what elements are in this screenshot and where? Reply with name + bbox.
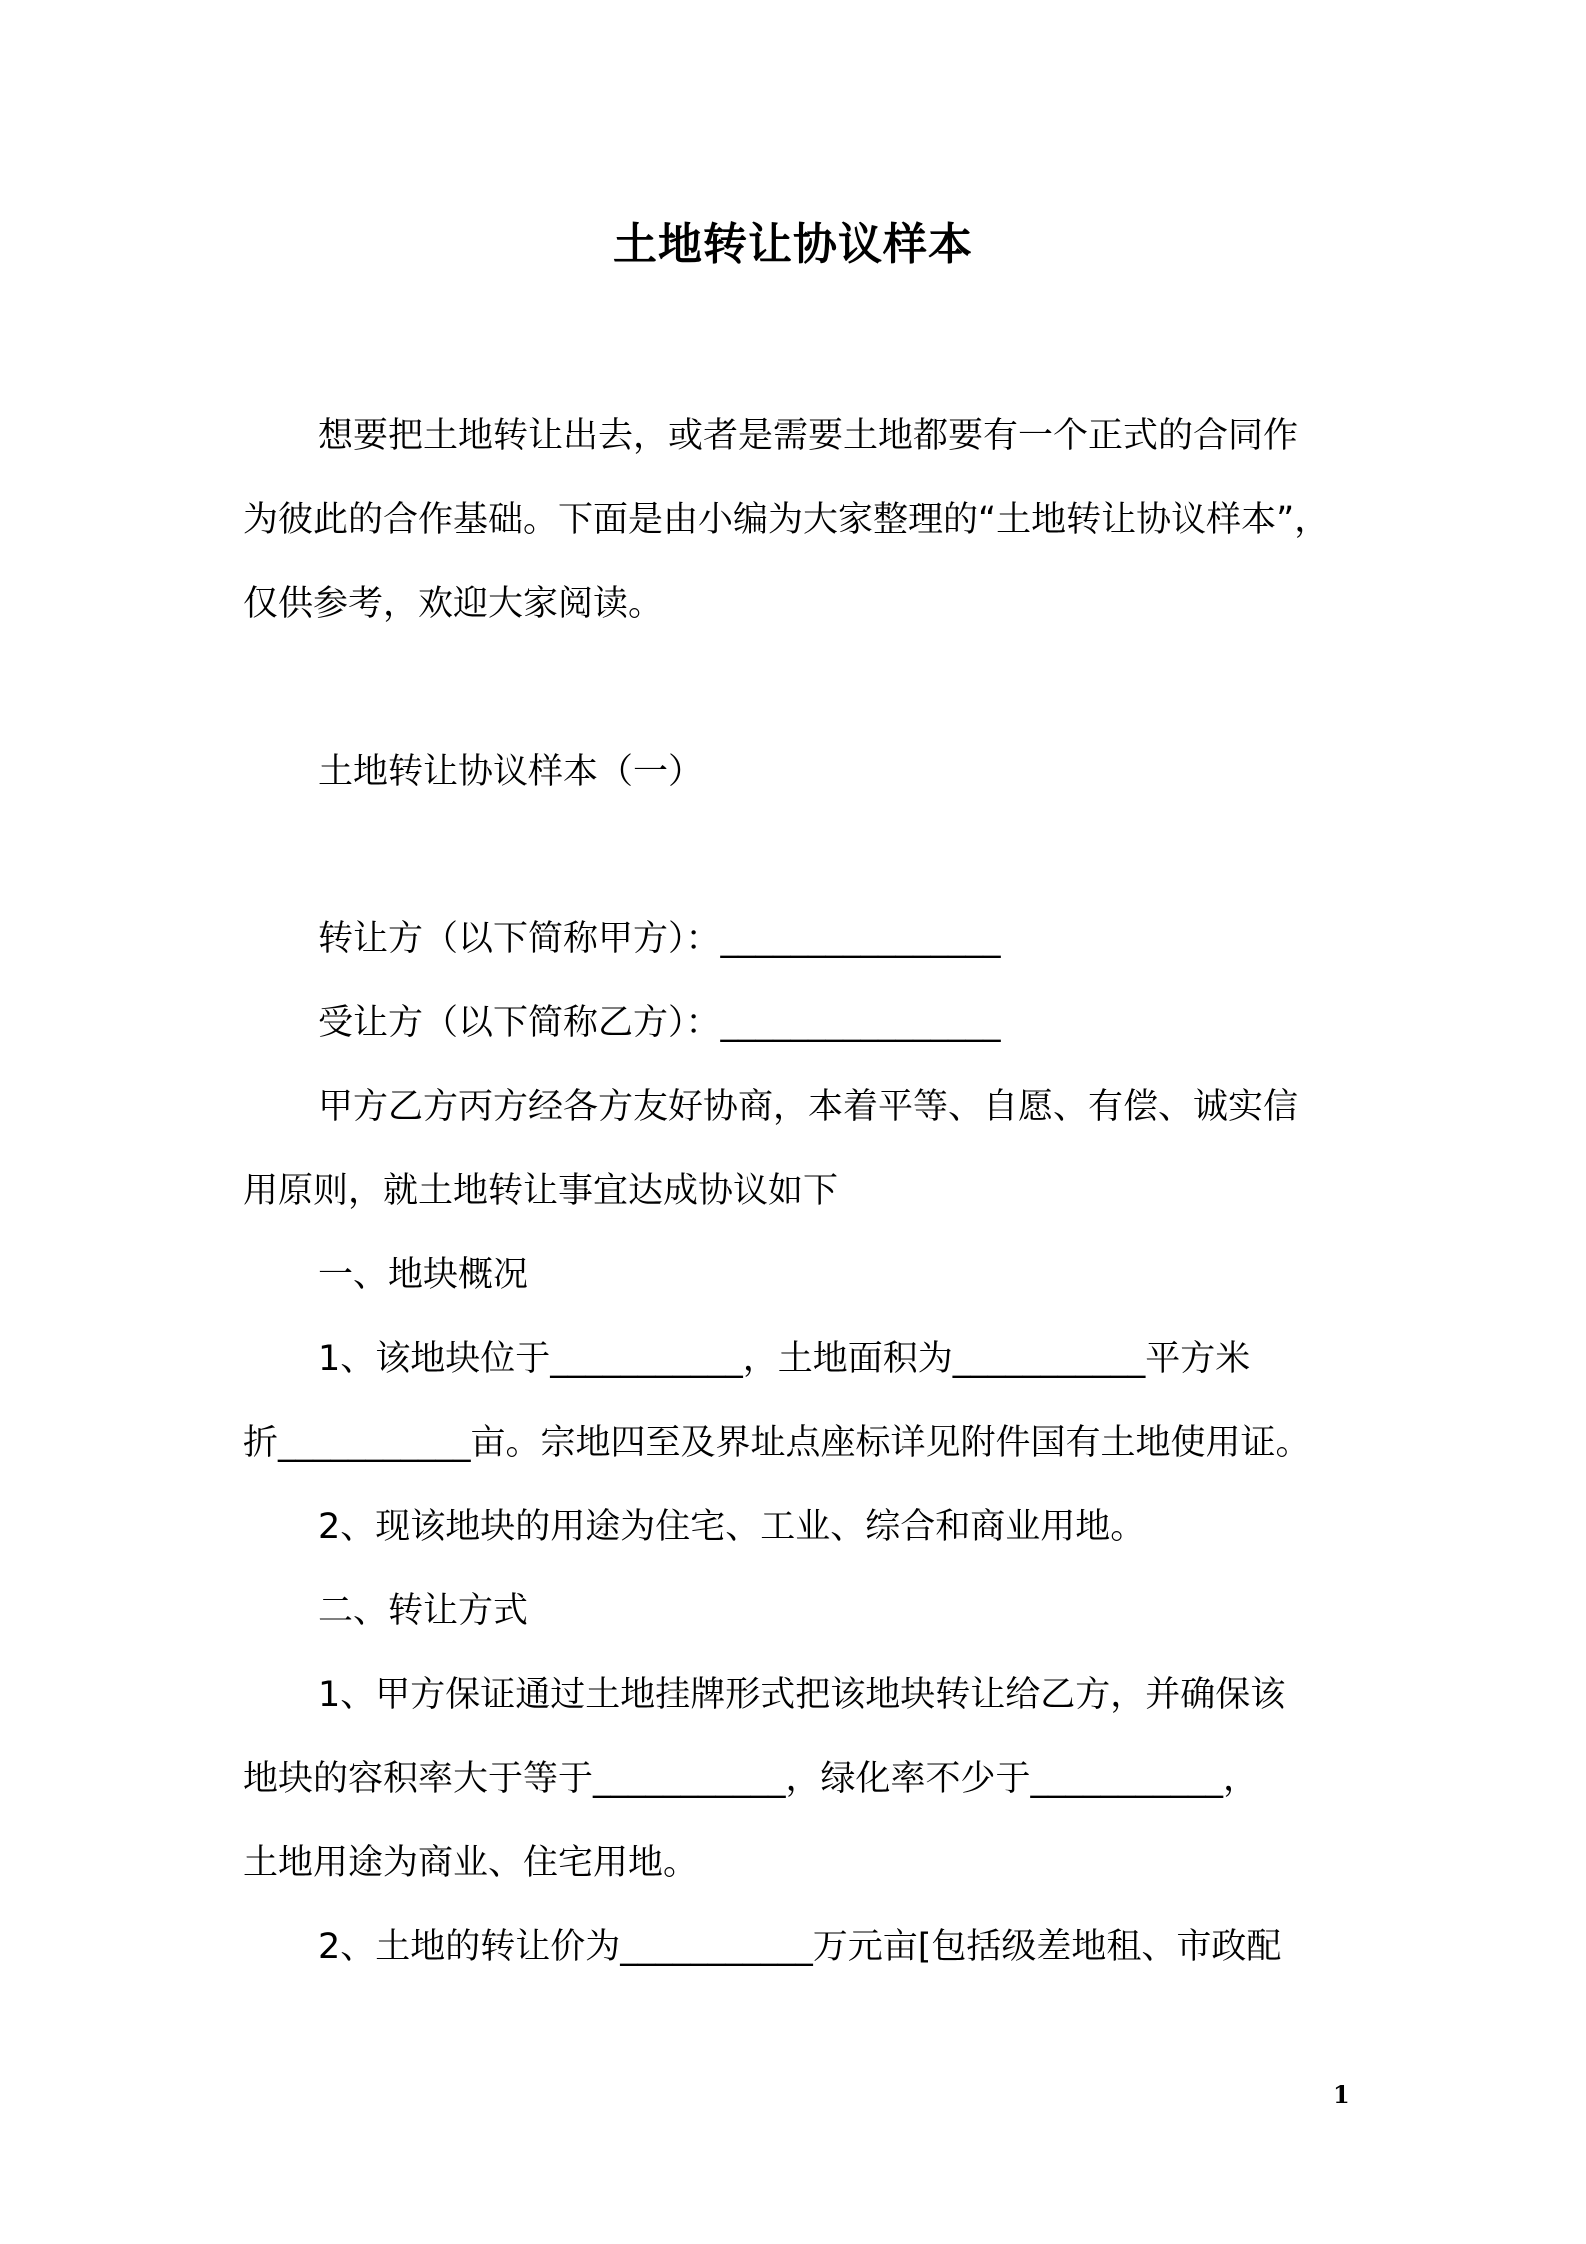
clause-2-1-line-3: 土地用途为商业、住宅用地。 [243,1843,699,1883]
page-number: 1 [1333,2080,1350,2109]
clause-1-1-line-2: 折___________亩。宗地四至及界址点座标详见附件国有土地使用证。 [243,1423,1311,1463]
clause-2-1-line-1: 1、甲方保证通过土地挂牌形式把该地块转让给乙方，并确保该 [318,1675,1286,1715]
clause-heading-2: 二、转让方式 [318,1591,529,1631]
clause-1-1-line-1: 1、该地块位于___________，土地面积为___________平方米 [318,1339,1251,1379]
clause-2-2-line-1: 2、土地的转让价为___________万元亩[包括级差地租、市政配 [318,1927,1282,1967]
document-title: 土地转让协议样本 [613,219,973,270]
transferor-line: 转让方（以下简称甲方）：________________ [318,919,1001,959]
clause-heading-1: 一、地块概况 [318,1255,529,1295]
intro-line-3: 仅供参考，欢迎大家阅读。 [243,584,664,624]
section-heading: 土地转让协议样本（一） [318,752,704,792]
intro-line-1: 想要把土地转让出去，或者是需要土地都要有一个正式的合同作 [318,416,1299,456]
clause-1-2: 2、现该地块的用途为住宅、工业、综合和商业用地。 [318,1507,1146,1547]
agreement-line-1: 甲方乙方丙方经各方友好协商，本着平等、自愿、有偿、诚实信 [318,1087,1299,1127]
agreement-line-2: 用原则，就土地转让事宜达成协议如下 [243,1171,839,1211]
transferee-line: 受让方（以下简称乙方）：________________ [318,1003,1001,1043]
clause-2-1-line-2: 地块的容积率大于等于___________，绿化率不少于___________， [243,1759,1259,1799]
intro-line-2: 为彼此的合作基础。下面是由小编为大家整理的“土地转让协议样本”， [243,500,1330,540]
